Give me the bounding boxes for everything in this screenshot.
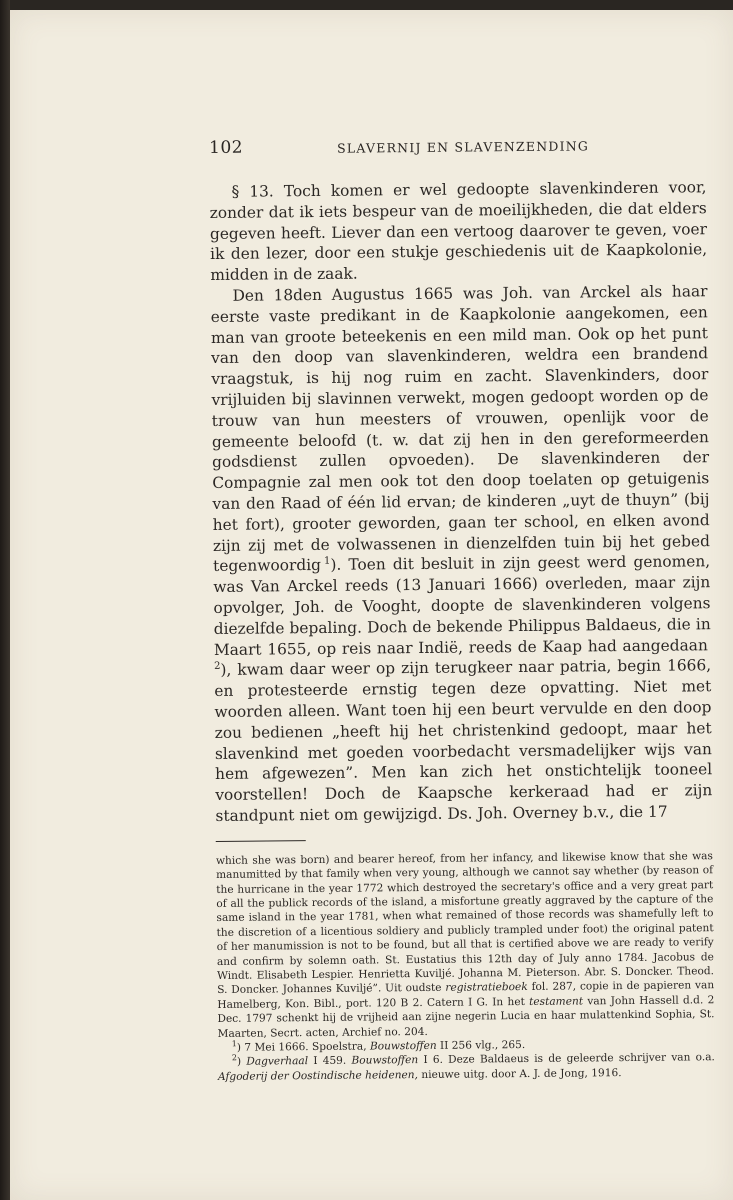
paragraph-section-13 [209, 177, 707, 286]
footnote-text: which she was born) and bearer hereof, from her infancy, and likewise know that she was manumitted by that family when very young, although we cannot say whether (by reason of the hurricane in the year 1772 which destroyed the secretary's office and a very great part of all the publick records of the island, a misfortune greatly aggraved by the capture of the same island in the year 1781, when what remained of those records was shamefully left to the discretion of a licentious soldiery and publicly trampled under foot) the original patent of her manumission is not to be found, but all that is certified above we are ready to verify and confirm by solemn oath. St. Eustatius this 12th day of July anno 1784. Jacobus de Windt. Elisabeth Lespier. Henrietta Kuviljé. Johanna M. Pieterson. Abr. S. Doncker. Theod. S. Doncker. Johannes Kuviljé”. Uit oudste [215, 849, 715, 997]
paragraph-text: ). Toen dit besluit in zijn geest werd genomen, was Van Arckel reeds (13 Januari 1666) overleden, maar zijn opvolger, Joh. de Vooght, doopte de slavenkinderen volgens diezelfde bepaling. Doch de bekende Philippus Baldaeus, die in Maart 1655, op reis naar Indië, reeds de Kaap had aangedaan [213, 552, 711, 659]
footnote-ref-2: 2 [214, 661, 221, 673]
footnote-text: fol. 287, copie in de papieren van Hamelberg, Kon. Bibl., port. 120 B 2. Catern I G. In het [217, 979, 715, 1011]
footnote-marker: 2 [231, 1053, 237, 1063]
footnote-marker: 1 [231, 1039, 237, 1049]
book-page [10, 10, 733, 1200]
footnote-text: van John Hassell d.d. 2 Dec. 1797 schenkt hij de vrijheid aan zijne negerin Lucia en haar mulattenkind Sophia, St. Maarten, Secrt. acten, Archief no. 204. [217, 993, 715, 1040]
paragraph-text: § 13. Toch komen er wel gedoopte slavenkinderen voor, zonder dat ik iets bespeur van de moeilijkheden, die dat elders gegeven heeft. Liever dan een vertoog daarover te geven, voer ik den lezer, door een stukje geschiedenis uit de Kaapkolonie, midden in de zaak. [209, 178, 708, 285]
footnote-text: 7 Mei 1666. Spoelstra, [244, 1040, 367, 1054]
footnote-continuation [216, 849, 715, 1041]
footnote-italic: registratieboek [445, 981, 528, 995]
footnote-text: I 6. Deze Baldaeus is de geleerde schrijver van o.a. [423, 1051, 715, 1067]
running-header [209, 133, 706, 166]
paragraph-text: Den 18den Augustus 1665 was Joh. van Arckel als haar eerste vaste predikant in de Kaapkolonie aangekomen, een man van groote beteekenis en een mild man. Ook op het punt van den doop van slavenkinderen, weldra een brandend vraagstuk, is hij nog ruim en zacht. Slavenkinders, door vrijluiden bij slavinnen verwekt, mogen gedoopt worden op de trouw van hun meesters of vrouwen, openlijk voor de gemeente beloofd (t. w. dat zij hen in den gereformeerden godsdienst zullen opvoeden). De slavenkinderen der Compagnie zal men ook tot den doop toelaten op getuigenis van den Raad of één lid ervan; de kinderen „uyt de thuyn” (bij het fort), grooter geworden, gaan ter school, en elken avond zijn zij met de volwassenen in dienzelfden tuin bij het gebed tegenwoordig [210, 282, 710, 576]
footnote-text: nieuwe uitg. door A. J. de Jong, 1916. [421, 1066, 622, 1081]
footnote-2: $^2$) Dagverhaal I 459. Bouwstoffen I 6. Deze Baldaeus is de geleerde schrijver van o.a. Afgoderij der Oostindische heidenen, nieuwe uitg. door A. J. de Jong, 1916. [217, 1051, 715, 1083]
paragraph-text: ), kwam daar weer op zijn terugkeer naar patria, begin 1666, en protesteerde ernstig tegen deze opvatting. Niet met woorden alleen. Want toen hij een beurt vervulde en den doop zou bedienen „heeft hij het christenkind gedoopt, maar het slavenkind met goeden voorbedacht versmadelijker wijs van hem afgewezen”. Men kan zich het onstichtelijk tooneel voorstellen! Doch de Kaapsche kerkeraad had er zijn standpunt niet om gewijzigd. Ds. Joh. Overney b.v., die 17 [214, 656, 713, 825]
footnote-italic: Bouwstoffen [369, 1039, 437, 1053]
running-title: SLAVERNIJ EN SLAVENZENDING [337, 138, 590, 156]
footnote-1: $^1$) 7 Mei 1666. Spoelstra, Bouwstoffen II 256 vlg., 265. [231, 1038, 526, 1054]
footnote-italic: Afgoderij der Oostindische heidenen, [217, 1068, 419, 1083]
footnote-text: I 459. [313, 1055, 347, 1068]
footnote-text: II 256 vlg., 265. [439, 1038, 526, 1052]
body-text [209, 177, 712, 826]
footnote-italic: testament [529, 995, 584, 1008]
page-content [209, 133, 715, 1084]
page-number: 102 [209, 137, 244, 158]
paragraph-van-arckel [210, 281, 712, 826]
footnotes [216, 849, 715, 1084]
footnote-italic: Bouwstoffen [351, 1054, 419, 1068]
footnote-italic: Dagverhaal [246, 1055, 309, 1069]
footnote-ref-1: 1 [323, 556, 331, 568]
footnote-divider [216, 840, 306, 842]
scan-left-edge [0, 0, 10, 1200]
